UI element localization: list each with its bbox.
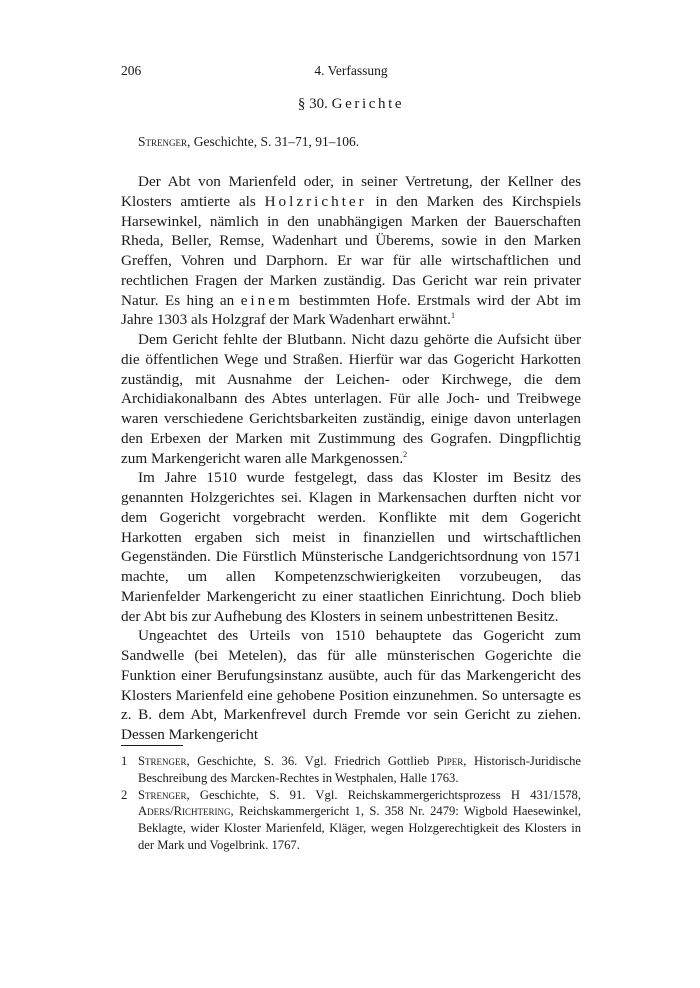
paragraph-1-text-a: Der Abt von Marienfeld oder, in seiner Vertretung, der Kellner des Klosters amtierte als [121,173,581,210]
page-number: 206 [121,63,142,78]
footnote-2-author-aders: Aders/Richtering [138,804,231,819]
footnote-1-number: 1 [121,754,128,768]
footnote-ref-2[interactable]: 2 [403,449,408,459]
bibliography-reference [138,134,359,150]
paragraph-1-text-b: in den Marken des Kirchspiels Harsewinkel, nämlich in den unabhängigen Marken der Bauerschaften Rheda, Beller, Remse, Wadenhart und Überems, sowie in den Marken Greffen, Vohren und Darphorn. Er war für alle wirtschaftlichen und rechtlichen Fragen der Marken zuständig. Das Gericht war rein privater Natur. Es hing an [121,192,581,309]
section-heading [121,96,581,113]
footnotes [121,753,581,854]
footnote-2-text-a: , Geschichte, S. 91. Vgl. Reichskammergerichtsprozess H 431/1578, [186,787,581,802]
body-text [121,172,581,745]
paragraph-1-text-c: bestimmten Hofe. Erstmals wird der Abt im Jahre 1303 als Holzgraf der Mark Wadenhart erwähnt. [121,291,581,329]
emphasis-holzrichter: Holzrichter [264,192,367,210]
book-page [121,0,581,988]
footnote-2 [121,787,581,854]
footnote-2-number: 2 [121,787,128,802]
paragraph-2-text: Dem Gericht fehlte der Blutbann. Nicht dazu gehörte die Aufsicht über die öffentlichen Wege und Straßen. Hierfür war das Gogericht Harkotten zuständig, mit Ausnahme der Leichen- oder Kirchwege, die dem Archidiakonalbann des Abtes unterlagen. Für alle Joch- und Treibwege waren verschiedene Gerichtsbarkeiten zuständig, einige davon unterlagen den Erbexen der Marken mit Zustimmung des Gografen. Dingpflichtig zum Markengericht waren alle Markgenossen. [121,331,581,467]
footnote-1-author: Strenger [138,754,187,768]
footnote-1 [121,753,581,787]
bibliography-details: , Geschichte, S. 31–71, 91–106. [187,134,360,149]
paragraph-1 [121,172,581,330]
paragraph-3: Im Jahre 1510 wurde festgelegt, dass das Kloster im Besitz des genannten Holzgerichtes sei. Klagen in Markensachen durften nicht vor dem Gogericht vorgebracht werden. Konflikte mit dem Gogericht Harkotten ergaben sich meist in finanziellen und wirtschaftlichen Gegenständen. Die Fürstlich Münsterische Landgerichtsordnung von 1571 machte, um allen Kompetenzschwierigkeiten vorzubeugen, das Marienfelder Markengericht zu einer staatlichen Einrichtung. Doch blieb der Abt bis zur Aufhebung des Klosters in seinem unbestrittenen Besitz. [121,469,581,625]
paragraph-4: Ungeachtet des Urteils von 1510 behauptete das Gogericht zum Sandwelle (bei Metelen), das für alle münsterischen Gogerichte die Funktion einer Berufungsinstanz ausübte, auch für das Markengericht des Klosters Marienfeld eine gehobene Position einzunehmen. So untersagte es z. B. dem Abt, Markenfrevel durch Fremde vor sein Gericht zu ziehen. Dessen Markengericht [121,627,581,743]
footnote-1-text-b: , Historisch-Juridische Beschreibung des Marcken-Rechtes in Westphalen, Halle 1763. [138,754,581,785]
running-head: 4. Verfassung [314,63,388,78]
page-header [121,63,581,83]
footnote-2-text-b: , Reichskammergericht 1, S. 358 Nr. 2479: Wigbold Haesewinkel, Beklagte, wider Kloster Marienfeld, Kläger, wegen Holzgerechtigkeit des Klosters in der Mark und Vogelbrink. 1767. [138,804,581,852]
footnote-1-author-piper: Piper [436,754,464,768]
footnote-ref-1[interactable]: 1 [450,311,455,321]
paragraph-2 [121,330,581,468]
footnote-1-text-a: , Geschichte, S. 36. Vgl. Friedrich Gottlieb [186,754,437,768]
footnote-divider [121,745,183,746]
section-title: Gerichte [331,96,405,112]
section-number: § 30. [297,96,328,112]
bibliography-author: Strenger [138,134,188,149]
emphasis-einem: einem [240,291,293,309]
footnote-2-author: Strenger [138,787,187,802]
